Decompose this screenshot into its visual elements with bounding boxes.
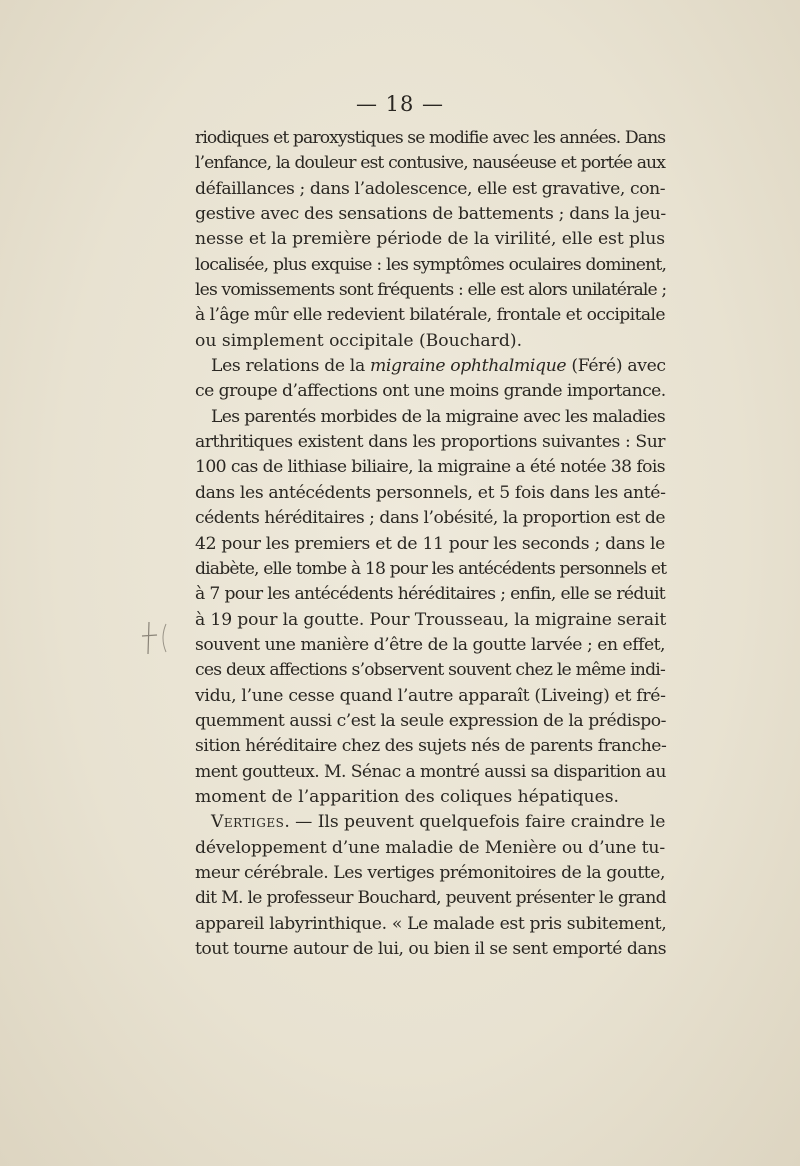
text-run: (Féré) avec [566,356,666,377]
text-line: défaillances ; dans l’adolescence, elle est gravative, con- [195,178,666,199]
text-line: à 7 pour les antécédents héréditaires ; enfin, elle se réduit [195,584,665,605]
text-line: à 19 pour la goutte. Pour Trousseau, la migraine serait [195,609,667,630]
text-line: moment de l’apparition des coliques hépatiques. [195,786,620,807]
text-line [195,354,665,379]
text-run: Les relations de la [211,356,370,377]
text-line: 42 pour les premiers et de 11 pour les seconds ; dans le [195,533,665,554]
text-line: arthritiques existent dans les proportions suivantes : Sur [195,432,665,453]
section-heading-smallcaps: Vertiges [211,812,285,833]
text-line: dit M. le professeur Bouchard, peuvent présenter le grand [195,888,666,909]
text-line: tout tourne autour de lui, ou bien il se sent emporté dans [195,939,667,959]
text-line: l’enfance, la douleur est contusive, nauséeuse et portée aux [195,153,665,174]
text-line: cédents héréditaires ; dans l’obésité, la proportion est de [195,508,666,529]
text-line: à l’âge mûr elle redevient bilatérale, frontale et occipitale [195,305,665,326]
page-number: — 18 — [355,92,445,116]
text-line: vidu, l’une cesse quand l’autre apparaît (Liveing) et fré- [195,685,666,706]
text-line: développement d’une maladie de Menière ou d’une tu- [195,837,665,858]
text-line: ce groupe d’affections ont une moins grande importance. [195,381,666,402]
text-line: nesse et la première période de la virilité, elle est plus [195,229,665,250]
text-line: ces deux affections s’observent souvent chez le même indi- [195,660,665,681]
text-line: appareil labyrinthique. « Le malade est pris subitement, [195,913,667,934]
margin-annotation-mark [140,618,170,658]
text-line: localisée, plus exquise : les symptômes oculaires dominent, [195,254,667,275]
text-line: les vomissements sont fréquents : elle est alors unilatérale ; [195,280,667,301]
text-line: gestive avec des sensations de battements ; dans la jeu- [195,204,666,225]
text-line: sition héréditaire chez des sujets nés de parents franche- [195,736,667,757]
body-text [195,126,665,962]
text-line: 100 cas de lithiase biliaire, la migraine a été notée 38 fois [195,457,665,478]
text-line: riodiques et paroxystiques se modifie avec les années. Dans [195,128,666,148]
text-line: meur cérébrale. Les vertiges prémonitoires de la goutte, [195,862,665,883]
italic-term: migraine ophthalmique [369,356,567,377]
text-line: quemment aussi c’est la seule expression de la prédispo- [195,710,667,731]
text-line: Les parentés morbides de la migraine avec les maladies [211,406,665,427]
text-line: diabète, elle tombe à 18 pour les antécédents personnels et [195,558,667,579]
text-line: souvent une manière d’être de la goutte larvée ; en effet, [195,634,665,655]
text-run: . — Ils peuvent quelquefois faire craindre le [284,812,666,833]
text-line: ou simplement occipitale (Bouchard). [195,330,523,351]
text-line: dans les antécédents personnels, et 5 fois dans les anté- [195,482,666,503]
text-line [195,810,665,835]
text-line: ment goutteux. M. Sénac a montré aussi sa disparition au [195,761,666,782]
